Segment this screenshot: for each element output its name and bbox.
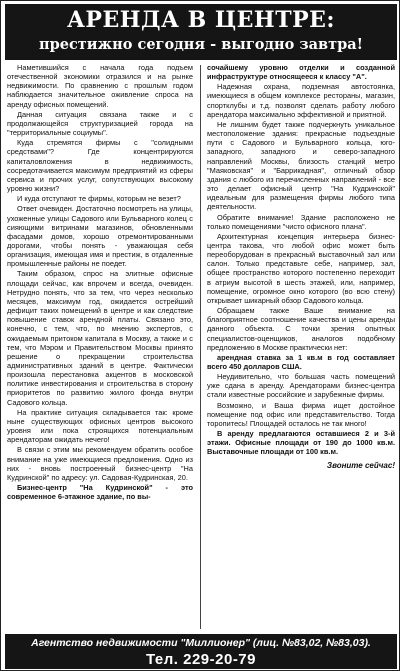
paragraph: Обращаем также Ваше внимание на благоприятное соотношение качества и цены аренды данного объекта. С точки зрения опытных специалистов-оценщиков, аналогов подобному предложению в Москве практически нет: [207,306,395,352]
paragraph: Бизнес-центр "На Кудринской" - это современное 6-этажное здание, по вы- [7,483,193,502]
paragraph: Не лишним будет также подчеркнуть уникальное местоположение здания: прекрасные подъездные пути с Садового и Бульварного кольца, юго-западного, западного и северо-западного направлений Москвы, близость станций метро "Маяковская" и "Баррикадная", отличный обзор здания с любого из перечисленных направлений - все это делает офисный центр "На Кудринской" идеальным для размещения фирмы любого типа деятельности. [207,119,395,212]
paragraph: В аренду предлагаются оставшиеся 2 и 3-й этажи. Офисные площади от 190 до 1000 кв.м. Выставочные площади от 100 кв.м. [207,429,395,457]
left-column [7,63,193,631]
right-column [207,63,395,631]
paragraph: Ответ очевиден. Достаточно посмотреть на улицы, ухоженные улицы Садового или Бульварного колец с сияющими витринами магазинов, обновленными фасадами домов, хорошо отремонтированными дорогами, чтобы понять - уважающая себя организация, имеющая имя и престиж, в отдаленные промышленные районы не поедет. [7,204,193,269]
paragraph: Наметившийся с начала года подъем отечественной экономики отразился и на рынке недвижимости. По сравнению с прошлым годом наблюдается значительное оживление спроса на аренду офисных помещений. [7,63,193,109]
paragraph: Возможно, и Ваша фирма ищет достойное помещение под офис или представительство. Тогда торопитесь! Площадей осталось не так много! [207,400,395,428]
paragraph: Надежная охрана, подземная автостоянка, имеющиеся в общем комплексе рестораны, магазин, спортклубы и т.д. позволят сделать работу любого арендатора максимально эффективной и приятной. [207,82,395,119]
call-to-action: Звоните сейчас! [326,460,395,470]
paragraph: Куда стремятся фирмы с "солидными средствами"? Где концентрируются капиталовложения в недвижимость, сосредотачивается максимум предприятий из сферы сервиса и прочих услуг, сопутствующих высокому уровню жизни? [7,138,193,194]
headline-title: АРЕНДА В ЦЕНТРЕ: [66,7,336,33]
paragraph: И куда отступают те фирмы, которым не везет? [17,194,181,204]
column-divider [200,65,201,629]
agency-name: Агентство недвижимости "Миллионер" (лиц. №83,02, №83,03). [31,637,371,649]
paragraph: Данная ситуация связана также и с продолжающейся структуризацией города на "территориальные социумы". [7,109,193,138]
paragraph: сочайшему уровню отделки и созданной инфраструктуре относящееся к классу "А". [207,63,395,82]
paragraph: Неудивительно, что большая часть помещений уже сдана в аренду. Арендаторами бизнес-центра стали известные российские и зарубежные фирмы. [207,372,395,400]
paragraph: В связи с этим мы рекомендуем обратить особое внимание на уже имеющиеся предложения. Одно из них - вновь построенный бизнес-центр "На Кудринской" по адресу: ул. Садовая-Кудринская, 20. [7,445,193,482]
paragraph: арендная ставка за 1 кв.м в год составляет всего 450 долларов США. [207,352,395,371]
paragraph: Архитектурная концепция интерьера бизнес-центра такова, что любой офис может быть переоборудован в прекрасный выставочный зал или салон. Только представьте себе, например, зал, общее пространство которого постепенно переходит в атриум высотой в шесть этажей, или, например, помещение, огромное окно которого (во всю стену) открывает шикарный обзор Садового кольца. [207,231,395,305]
article-body [7,63,395,631]
contact-banner [5,634,397,669]
paragraph: Обратите внимание! Здание расположено не только помещениями "чисто офисного плана". [207,212,395,231]
paragraph: Таким образом, спрос на элитные офисные площади сейчас, как впрочем и всегда, очевиден. Нетрудно понять, что за тем, что через несколько месяцев, максимум год, ожидается острейший дефицит таких помещений в центре и как следствие повышение ставок арендной платы. Связано это, конечно, с тем, что, по мнению экспертов, с ожидаемым притоком капитала в Москву, а также и с тем, что Мэром и Правительством Москвы принято решение о прекращении строительства административных зданий в центре. Фактически произошла перестановка акцентов в московской политике инвестирования и строительства в сторону приоритетов по развитию жилого фонда внутри Садового кольца. [7,269,193,407]
paragraph: На практике ситуация складывается так: кроме ныне существующих офисных центров высокого уровня или пока строящихся потенциальным арендаторам ожидать нечего! [7,407,193,445]
headline-subtitle: престижно сегодня - выгодно завтра! [38,36,363,53]
phone-number: Тел. 229-20-79 [145,651,256,668]
headline-banner [5,4,397,60]
